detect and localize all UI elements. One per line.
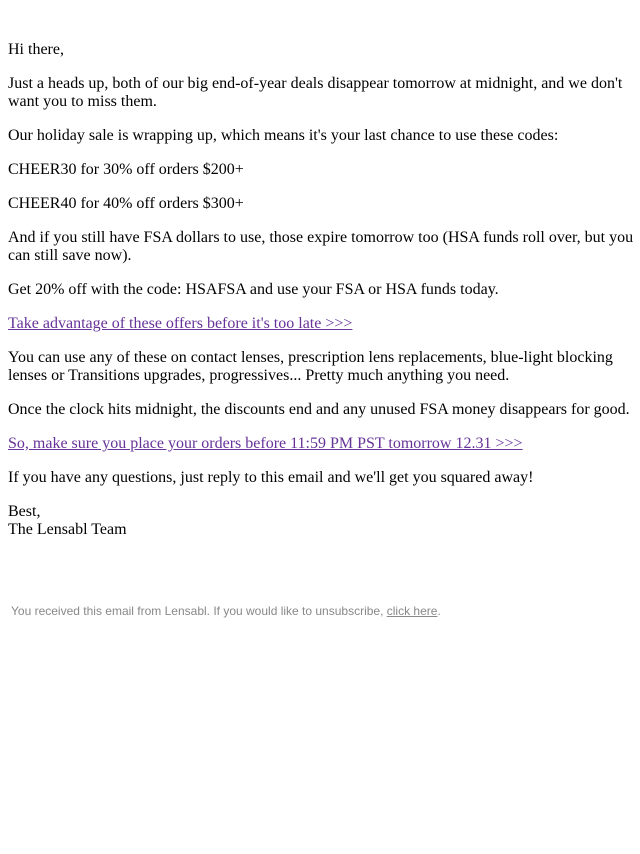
fsa-note-paragraph: And if you still have FSA dollars to use, those expire tomorrow too (HSA funds roll over, but you can still save now). — [8, 229, 634, 264]
offers-cta-paragraph — [8, 315, 634, 333]
footer-period: . — [437, 604, 441, 618]
signature-block — [8, 503, 634, 539]
usage-note-paragraph: You can use any of these on contact lenses, prescription lens replacements, blue-light blocking lenses or Transitions upgrades, progressives... Pretty much anything you need. — [8, 349, 613, 384]
email-body — [8, 41, 634, 539]
unsubscribe-link[interactable]: click here — [386, 604, 438, 618]
promo-code-cheer30: CHEER30 for 30% off orders $200+ — [8, 161, 244, 178]
deadline-cta-paragraph — [8, 435, 634, 453]
signoff: Best, — [8, 503, 41, 520]
greeting: Hi there, — [8, 41, 64, 58]
deadline-cta-link[interactable]: So, make sure you place your orders before 11:59 PM PST tomorrow 12.31 >>> — [8, 435, 523, 452]
footer-text: You received this email from Lensabl. If you would like to unsubscribe, — [11, 604, 387, 618]
fsa-code-paragraph: Get 20% off with the code: HSAFSA and use your FSA or HSA funds today. — [8, 281, 499, 298]
deadline-note-paragraph: Once the clock hits midnight, the discounts end and any unused FSA money disappears for good. — [8, 401, 630, 418]
sale-note-paragraph: Our holiday sale is wrapping up, which means it's your last chance to use these codes: — [8, 127, 559, 144]
offers-cta-link[interactable]: Take advantage of these offers before it's too late >>> — [8, 315, 353, 332]
signature: The Lensabl Team — [8, 521, 127, 538]
promo-code-cheer40: CHEER40 for 40% off orders $300+ — [8, 195, 244, 212]
email-footer — [11, 604, 631, 619]
intro-paragraph: Just a heads up, both of our big end-of-year deals disappear tomorrow at midnight, and we don't want you to miss them. — [8, 75, 623, 110]
questions-paragraph: If you have any questions, just reply to this email and we'll get you squared away! — [8, 469, 534, 486]
